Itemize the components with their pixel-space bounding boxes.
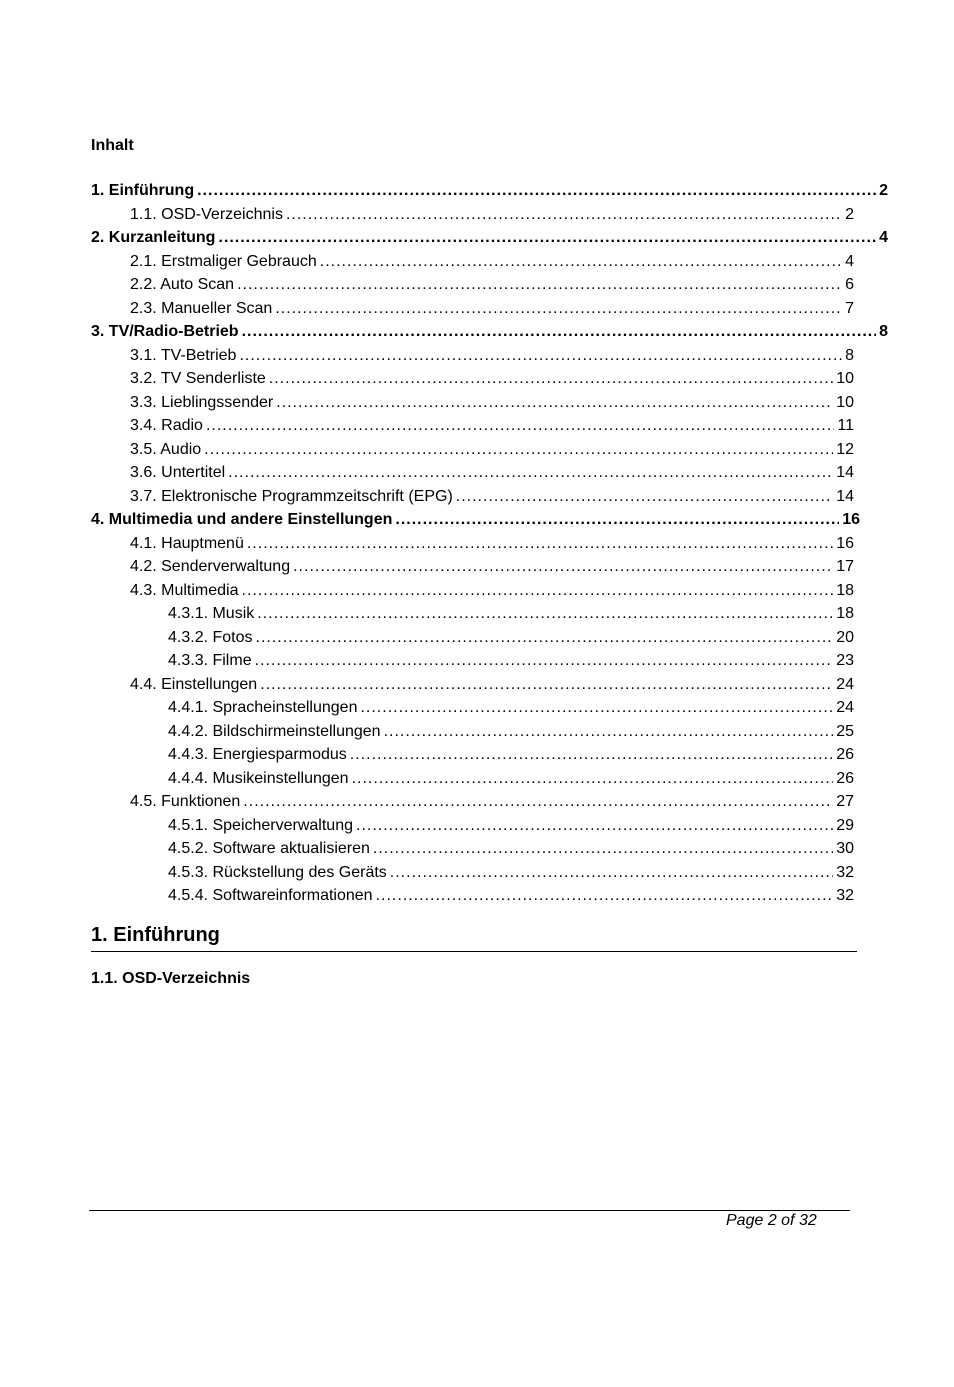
toc-entry-page: 8 — [879, 323, 888, 340]
toc-entry-page: 4 — [845, 252, 854, 270]
toc-dot-leader — [228, 464, 833, 482]
toc-entry-label: 4.5.1. Speicherverwaltung — [168, 816, 353, 834]
toc-dot-leader — [257, 605, 833, 623]
toc-dot-leader — [242, 323, 877, 341]
toc-entry-label: 4.4. Einstellungen — [130, 675, 258, 693]
toc-entry[interactable] — [91, 699, 854, 723]
toc-entry-page: 25 — [836, 722, 854, 740]
toc-entry-page: 12 — [836, 440, 854, 458]
toc-entry[interactable] — [91, 582, 854, 606]
toc-dot-leader — [356, 817, 833, 835]
toc-entry[interactable] — [91, 558, 854, 582]
toc-entry[interactable] — [91, 323, 888, 347]
toc-entry[interactable] — [91, 887, 854, 911]
toc-entry-label: 4.5.4. Softwareinformationen — [168, 887, 373, 904]
toc-dot-leader — [260, 676, 833, 694]
toc-dot-leader — [197, 182, 876, 200]
toc-entry[interactable] — [91, 441, 854, 465]
toc-entry-label: 3.5. Audio — [130, 440, 202, 458]
toc-entry-label: 3.2. TV Senderliste — [130, 370, 266, 387]
toc-entry[interactable] — [91, 864, 854, 888]
toc-entry[interactable] — [91, 370, 854, 394]
toc-dot-leader — [360, 699, 833, 717]
toc-entry-label: 4.3.1. Musik — [168, 605, 255, 622]
toc-entry-page: 26 — [836, 769, 854, 787]
toc-entry-page: 8 — [845, 346, 854, 364]
toc-dot-leader — [376, 887, 834, 905]
toc-dot-leader — [350, 746, 833, 764]
toc-entry[interactable] — [91, 535, 854, 559]
toc-entry-page: 32 — [836, 863, 854, 881]
toc-entry-page: 14 — [836, 487, 854, 505]
toc-entry[interactable] — [91, 300, 854, 324]
toc-entry-label: 3.1. TV-Betrieb — [130, 346, 237, 364]
toc-entry[interactable] — [91, 276, 854, 300]
table-of-contents — [91, 182, 891, 911]
toc-entry[interactable] — [91, 229, 888, 253]
toc-entry-page: 24 — [836, 699, 854, 716]
toc-entry-label: 4.3.2. Fotos — [168, 628, 253, 646]
toc-entry[interactable] — [91, 206, 854, 230]
toc-entry-page: 20 — [836, 628, 854, 646]
toc-entry-label: 4.4.3. Energiesparmodus — [168, 746, 347, 763]
toc-dot-leader — [390, 864, 833, 882]
toc-entry[interactable] — [91, 182, 888, 206]
toc-entry[interactable] — [91, 488, 854, 512]
toc-entry[interactable] — [91, 793, 854, 817]
toc-dot-leader — [286, 206, 842, 224]
toc-entry[interactable] — [91, 746, 854, 770]
toc-entry-page: 7 — [845, 299, 854, 317]
toc-entry-page: 2 — [879, 182, 888, 199]
toc-dot-leader — [218, 229, 876, 247]
toc-entry-label: 1.1. OSD-Verzeichnis — [130, 205, 283, 223]
toc-entry-page: 4 — [879, 229, 888, 246]
section-heading: 1. Einführung — [91, 924, 857, 952]
toc-dot-leader — [293, 558, 833, 576]
footer-divider — [89, 1210, 850, 1211]
toc-entry[interactable] — [91, 347, 854, 371]
toc-entry[interactable] — [91, 652, 854, 676]
toc-entry-label: 4.4.4. Musikeinstellungen — [168, 769, 349, 787]
toc-entry-label: 3.4. Radio — [130, 417, 203, 434]
toc-dot-leader — [352, 770, 834, 788]
toc-entry[interactable] — [91, 629, 854, 653]
toc-entry[interactable] — [91, 840, 854, 864]
toc-dot-leader — [243, 793, 833, 811]
toc-entry-label: 3.3. Lieblingssender — [130, 393, 274, 411]
toc-entry-page: 10 — [836, 370, 854, 387]
page-number: Page 2 of 32 — [726, 1212, 817, 1229]
toc-entry-label: 4.1. Hauptmenü — [130, 534, 244, 552]
toc-entry-page: 17 — [836, 558, 854, 575]
toc-dot-leader — [237, 276, 842, 294]
toc-dot-leader — [255, 652, 834, 670]
toc-entry-label: 4.4.2. Bildschirmeinstellungen — [168, 722, 381, 740]
toc-entry-page: 32 — [836, 887, 854, 904]
toc-dot-leader — [242, 582, 834, 600]
toc-entry-page: 11 — [837, 417, 854, 434]
toc-entry-page: 18 — [836, 581, 854, 599]
toc-dot-leader — [320, 253, 842, 271]
toc-dot-leader — [247, 535, 833, 553]
toc-entry-label: 2.3. Manueller Scan — [130, 299, 273, 317]
toc-dot-leader — [275, 300, 842, 318]
toc-entry-page: 18 — [836, 605, 854, 622]
toc-entry-label: 2.1. Erstmaliger Gebrauch — [130, 252, 317, 270]
toc-dot-leader — [373, 840, 833, 858]
toc-entry[interactable] — [91, 770, 854, 794]
toc-entry-page: 30 — [836, 840, 854, 857]
toc-entry-page: 10 — [836, 393, 854, 411]
toc-entry-label: 4.3. Multimedia — [130, 581, 239, 599]
toc-entry[interactable] — [91, 723, 854, 747]
toc-entry[interactable] — [91, 605, 854, 629]
toc-entry[interactable] — [91, 817, 854, 841]
toc-entry-label: 4.4.1. Spracheinstellungen — [168, 699, 358, 716]
toc-entry[interactable] — [91, 394, 854, 418]
toc-entry-label: 2. Kurzanleitung — [91, 229, 216, 246]
toc-entry-label: 3. TV/Radio-Betrieb — [91, 323, 239, 340]
toc-dot-leader — [456, 488, 833, 506]
toc-entry[interactable] — [91, 417, 854, 441]
toc-entry-label: 1. Einführung — [91, 182, 195, 199]
toc-entry-page: 2 — [845, 205, 854, 223]
toc-dot-leader — [276, 394, 833, 412]
toc-entry-page: 16 — [836, 534, 854, 552]
toc-entry-label: 4.3.3. Filme — [168, 652, 252, 669]
toc-dot-leader — [256, 629, 834, 647]
toc-entry-label: 3.7. Elektronische Programmzeitschrift (EPG) — [130, 487, 453, 505]
toc-entry-page: 14 — [836, 464, 854, 481]
toc-entry-label: 4.2. Senderverwaltung — [130, 558, 291, 575]
toc-heading: Inhalt — [91, 137, 134, 154]
toc-entry-label: 4. Multimedia und andere Einstellungen — [91, 511, 393, 528]
toc-entry-label: 2.2. Auto Scan — [130, 276, 235, 293]
toc-entry-label: 3.6. Untertitel — [130, 464, 226, 481]
toc-entry-page: 23 — [836, 652, 854, 669]
toc-entry-label: 4.5.3. Rückstellung des Geräts — [168, 863, 387, 881]
toc-entry-page: 6 — [845, 276, 854, 293]
toc-dot-leader — [395, 511, 839, 529]
toc-dot-leader — [239, 347, 842, 365]
toc-entry-page: 24 — [836, 675, 854, 693]
toc-entry[interactable] — [91, 464, 854, 488]
toc-entry[interactable] — [91, 511, 860, 535]
toc-dot-leader — [269, 370, 833, 388]
subsection-heading: 1.1. OSD-Verzeichnis — [91, 970, 251, 987]
toc-dot-leader — [206, 417, 834, 435]
toc-entry-page: 26 — [836, 746, 854, 763]
toc-entry-label: 4.5. Funktionen — [130, 793, 241, 810]
toc-entry-page: 16 — [842, 511, 860, 528]
toc-entry-label: 4.5.2. Software aktualisieren — [168, 840, 370, 857]
toc-dot-leader — [384, 723, 834, 741]
toc-entry-page: 29 — [836, 816, 854, 834]
toc-entry-page: 27 — [836, 793, 854, 810]
toc-entry[interactable] — [91, 676, 854, 700]
toc-entry[interactable] — [91, 253, 854, 277]
toc-dot-leader — [204, 441, 833, 459]
